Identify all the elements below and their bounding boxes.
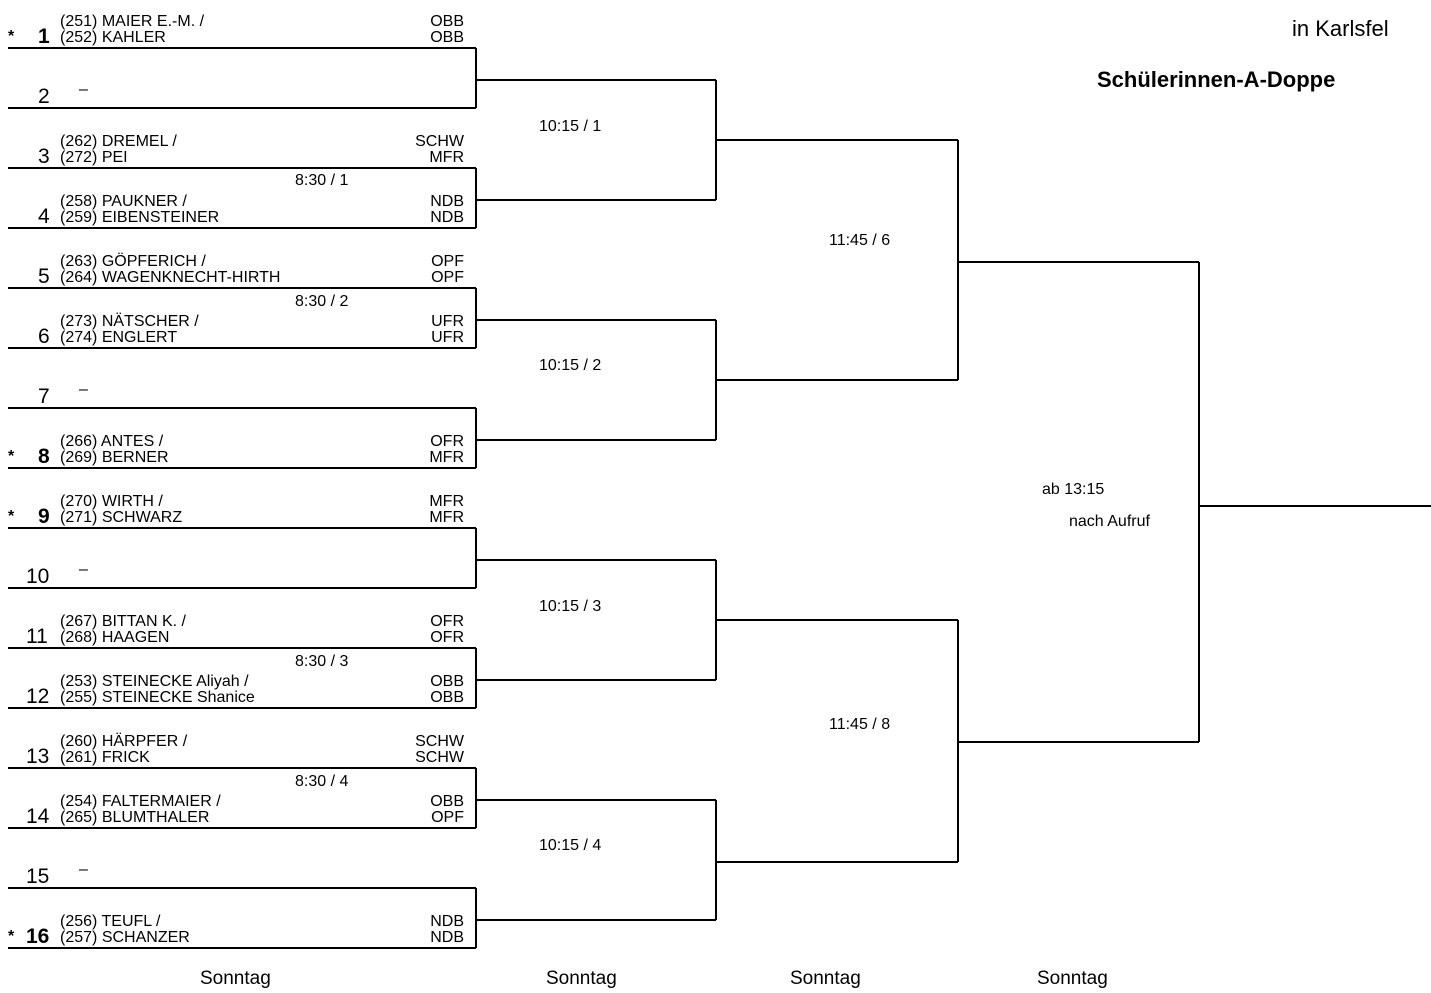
player-id: (274)	[60, 329, 98, 346]
player-id: (252)	[60, 29, 98, 46]
tournament-location: in Karlsfel	[1292, 16, 1389, 41]
player-id: (266)	[60, 433, 98, 450]
region-code: NDB	[430, 913, 464, 930]
region-code: SCHW	[415, 133, 464, 150]
slot-number: 14	[26, 805, 50, 828]
player-name: BLUMTHALER	[101, 809, 210, 826]
region-code: SCHW	[415, 749, 464, 766]
player-name: TEUFL /	[101, 913, 161, 930]
region-codes	[374, 194, 464, 226]
region-code: OBB	[430, 689, 464, 706]
player-pair	[60, 254, 280, 286]
player-name: NÄTSCHER /	[101, 313, 199, 330]
player-pair	[60, 614, 186, 646]
bye-marker: –	[79, 81, 88, 98]
region-codes	[374, 674, 464, 706]
player-name: WIRTH /	[101, 493, 163, 510]
player-pair	[60, 314, 199, 346]
player-name: SCHANZER	[101, 929, 190, 946]
region-codes	[374, 734, 464, 766]
region-code: OFR	[430, 433, 464, 450]
round1-match-time: 8:30 / 4	[295, 773, 349, 790]
final-match-time: ab 13:15	[1042, 481, 1105, 498]
slot-number: 7	[38, 385, 50, 408]
player-id: (264)	[60, 269, 98, 286]
player-name: GÖPFERICH /	[101, 253, 206, 270]
player-name: STEINECKE Aliyah /	[101, 673, 249, 690]
slot-number: 2	[38, 85, 50, 108]
player-id: (273)	[60, 313, 98, 330]
slot-number: 8	[38, 445, 50, 468]
player-id: (260)	[60, 733, 98, 750]
region-code: OFR	[430, 629, 464, 646]
player-name: SCHWARZ	[101, 509, 183, 526]
player-name: PAUKNER /	[101, 193, 187, 210]
player-id: (270)	[60, 493, 98, 510]
round3-match-time: 11:45 / 6	[829, 232, 891, 249]
player-id: (255)	[60, 689, 98, 706]
player-id: (271)	[60, 509, 98, 526]
player-name: HAAGEN	[101, 629, 170, 646]
round2-match-time: 10:15 / 1	[539, 118, 602, 135]
region-codes	[374, 434, 464, 466]
bye-marker: –	[79, 861, 88, 878]
region-codes	[374, 254, 464, 286]
region-code: SCHW	[415, 733, 464, 750]
round1-match-time: 8:30 / 3	[295, 653, 349, 670]
region-code: OPF	[431, 809, 464, 826]
region-codes	[374, 134, 464, 166]
round1-match-time: 8:30 / 2	[295, 293, 349, 310]
player-id: (254)	[60, 793, 98, 810]
player-name: ANTES /	[100, 433, 164, 450]
region-code: OBB	[430, 29, 464, 46]
region-codes	[374, 314, 464, 346]
player-pair	[60, 734, 187, 766]
player-id: (253)	[60, 673, 98, 690]
slot-number: 6	[38, 325, 50, 348]
player-id: (258)	[60, 193, 98, 210]
player-pair	[60, 794, 221, 826]
player-name: WAGENKNECHT-HIRTH	[101, 269, 281, 286]
player-name: FRICK	[101, 749, 150, 766]
player-pair	[60, 194, 219, 226]
slot-number: 12	[26, 685, 50, 708]
player-id: (259)	[60, 209, 98, 226]
bye-marker: –	[79, 381, 88, 398]
region-code: NDB	[430, 209, 464, 226]
player-id: (262)	[60, 133, 98, 150]
seed-marker: *	[8, 28, 15, 45]
region-code: MFR	[429, 149, 464, 166]
player-id: (268)	[60, 629, 98, 646]
region-code: MFR	[429, 509, 464, 526]
round3-match-time: 11:45 / 8	[829, 716, 891, 733]
player-id: (267)	[60, 613, 98, 630]
seed-marker: *	[8, 928, 15, 945]
player-pair	[60, 914, 190, 946]
player-id: (265)	[60, 809, 98, 826]
player-name: HÄRPFER /	[101, 733, 188, 750]
region-code: UFR	[431, 313, 464, 330]
player-name: PEI	[101, 149, 128, 166]
round1-match-time: 8:30 / 1	[295, 172, 349, 189]
final-match-note: nach Aufruf	[1069, 513, 1150, 530]
region-code: UFR	[431, 329, 464, 346]
region-code: OPF	[431, 253, 464, 270]
slot-number: 16	[26, 925, 50, 948]
day-label: Sonntag	[546, 968, 617, 989]
player-id: (256)	[60, 913, 98, 930]
seed-marker: *	[8, 508, 15, 525]
region-codes	[374, 614, 464, 646]
round2-match-time: 10:15 / 3	[539, 598, 602, 615]
day-label: Sonntag	[1037, 968, 1108, 989]
day-label: Sonntag	[200, 968, 271, 989]
region-code: OBB	[430, 673, 464, 690]
player-pair	[60, 494, 182, 526]
player-name: ENGLERT	[101, 329, 178, 346]
player-id: (257)	[60, 929, 98, 946]
player-pair	[60, 14, 204, 46]
slot-number: 3	[38, 145, 50, 168]
region-code: OPF	[431, 269, 464, 286]
slot-number: 11	[26, 625, 48, 648]
player-name: EIBENSTEINER	[101, 209, 220, 226]
slot-number: 1	[38, 25, 50, 48]
seed-marker: *	[8, 448, 15, 465]
day-label: Sonntag	[790, 968, 861, 989]
player-pair	[60, 674, 255, 706]
slot-number: 15	[26, 865, 50, 888]
slot-number: 9	[38, 505, 50, 528]
player-id: (263)	[60, 253, 98, 270]
region-codes	[374, 914, 464, 946]
player-name: STEINECKE Shanice	[101, 689, 255, 706]
player-id: (272)	[60, 149, 98, 166]
slot-number: 5	[38, 265, 50, 288]
region-code: MFR	[429, 449, 464, 466]
player-id: (261)	[60, 749, 98, 766]
region-code: OBB	[430, 13, 464, 30]
player-name: BITTAN K. /	[101, 613, 186, 630]
player-name: KAHLER	[101, 29, 166, 46]
round2-match-time: 10:15 / 4	[539, 837, 602, 854]
region-code: MFR	[429, 493, 464, 510]
round2-match-time: 10:15 / 2	[539, 357, 602, 374]
slot-number: 13	[26, 745, 50, 768]
bye-marker: –	[79, 561, 88, 578]
region-code: OBB	[430, 793, 464, 810]
region-code: OFR	[430, 613, 464, 630]
region-codes	[374, 794, 464, 826]
player-name: DREMEL /	[101, 133, 177, 150]
player-name: FALTERMAIER /	[101, 793, 221, 810]
region-code: NDB	[430, 929, 464, 946]
player-id: (251)	[60, 13, 98, 30]
player-name: BERNER	[101, 449, 169, 466]
region-codes	[374, 494, 464, 526]
player-pair	[60, 134, 177, 166]
slot-number: 4	[38, 205, 50, 228]
region-code: NDB	[430, 193, 464, 210]
player-name: MAIER E.-M. /	[101, 13, 205, 30]
player-id: (269)	[60, 449, 98, 466]
slot-number: 10	[26, 565, 50, 588]
competition-title: Schülerinnen-A-Doppe	[1097, 67, 1336, 92]
region-codes	[374, 14, 464, 46]
player-pair	[60, 434, 169, 466]
